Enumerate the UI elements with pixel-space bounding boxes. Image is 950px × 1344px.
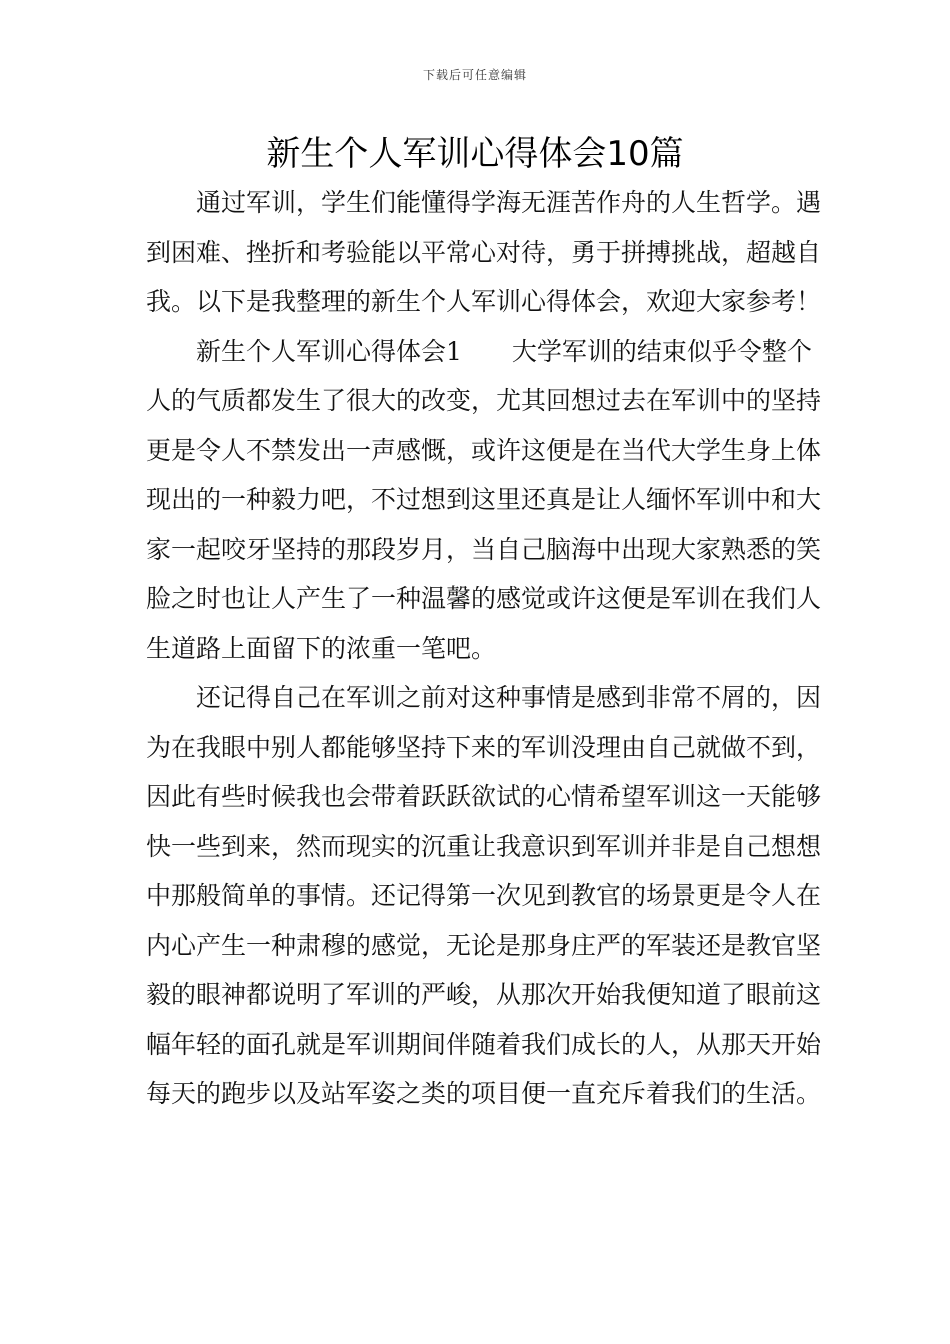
paragraph-intro: 通过军训，学生们能懂得学海无涯苦作舟的人生哲学。遇到困难、挫折和考验能以平常心对待，勇于拼搏挑战，超越自我。以下是我整理的新生个人军训心得体会，欢迎大家参考！ xyxy=(146,188,822,316)
document-title: 新生个人军训心得体会10篇 xyxy=(266,134,684,174)
paragraph-essay-1-continued: 还记得自己在军训之前对这种事情是感到非常不屑的，因为在我眼中别人都能够坚持下来的军训没理由自己就做不到，因此有些时候我也会带着跃跃欲试的心情希望军训这一天能够快一些到来，然而现实的沉重让我意识到军训并非是自己想想中那般简单的事情。还记得第一次见到教官的场景更是令人在内心产生一种肃穆的感觉，无论是那身庄严的军装还是教官坚毅的眼神都说明了军训的严峻，从那次开始我便知道了眼前这幅年轻的面孔就是军训期间伴随着我们成长的人，从那天开始每天的跑步以及站军姿之类的项目便一直充斥着我们的生活。 xyxy=(146,683,822,1108)
header-note: 下载后可任意编辑 xyxy=(422,68,527,82)
paragraph-essay-1: 新生个人军训心得体会1 大学军训的结束似乎令整个人的气质都发生了很大的改变，尤其回想过去在军训中的坚持更是令人不禁发出一声感慨，或许这便是在当代大学生身上体现出的一种毅力吧，不过想到这里还真是让人缅怀军训中和大家一起咬牙坚持的那段岁月，当自己脑海中出现大家熟悉的笑脸之时也让人产生了一种温馨的感觉或许这便是军训在我们人生道路上面留下的浓重一笔吧。 xyxy=(146,336,822,663)
document-body xyxy=(146,178,826,1119)
